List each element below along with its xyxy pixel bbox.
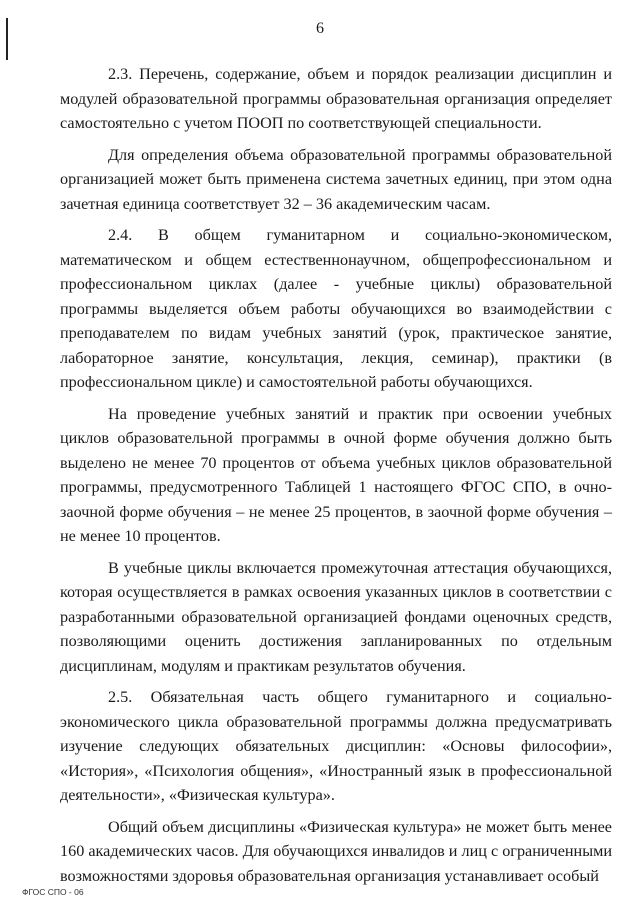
paragraph-2-5: 2.5. Обязательная часть общего гуманитарного и социально-экономического цикла образовательной программы должна предусматривать изучение следующих обязательных дисциплин: «Основы философии», «История», «Психология общения», «Иностранный язык в профессиональной деятельности», «Физическая культура». [60,688,612,804]
paragraph-attestation: В учебные циклы включается промежуточная аттестация обучающихся, которая осуществляется в рамках освоения указанных циклов в соответствии с разработанными образовательной организацией фондами оценочных средств, позволяющими оценить достижения запланированных по отдельным дисциплинам, модулям и практикам результатов обучения. [60,558,612,675]
paragraph-2-3: 2.3. Перечень, содержание, объем и порядок реализации дисциплин и модулей образовательной программы образовательная организация определяет самостоятельно с учетом ПООП по соответствующей специальности. [60,65,612,132]
paragraph-2-4: 2.4. В общем гуманитарном и социально-экономическом, математическом и общем естественнонаучном, общепрофессиональном и профессиональном циклах (далее - учебные циклы) образовательной программы выделяется объем работы обучающихся во взаимодействии с преподавателем по видам учебных занятий (урок, практическое занятие, лабораторное занятие, консультация, лекция, семинар), практики (в профессиональном цикле) и самостоятельной работы обучающихся. [60,226,612,391]
paragraph-physical-culture: Общий объем дисциплины «Физическая культура» не может быть менее 160 академических часов. Для обучающихся инвалидов и лиц с ограниченными возможностями здоровья образовательная организация устанавливает особый [60,817,612,885]
document-body [60,62,612,895]
paragraph-class-hours: На проведение учебных занятий и практик при освоении учебных циклов образовательной программы в очной форме обучения должно быть выделено не менее 70 процентов от объема учебных циклов образовательной программы, предусмотренного Таблицей 1 настоящего ФГОС СПО, в очно-заочной форме обучения – не менее 25 процентов, в заочной форме обучения – не менее 10 процентов. [60,404,612,545]
page-footer: ФГОС СПО - 06 [22,887,84,897]
paragraph-credit-units: Для определения объема образовательной программы образовательной организацией может быть применена система зачетных единиц, при этом одна зачетная единица соответствует 32 – 36 академическим часам. [60,145,612,213]
page-number: 6 [316,20,324,37]
